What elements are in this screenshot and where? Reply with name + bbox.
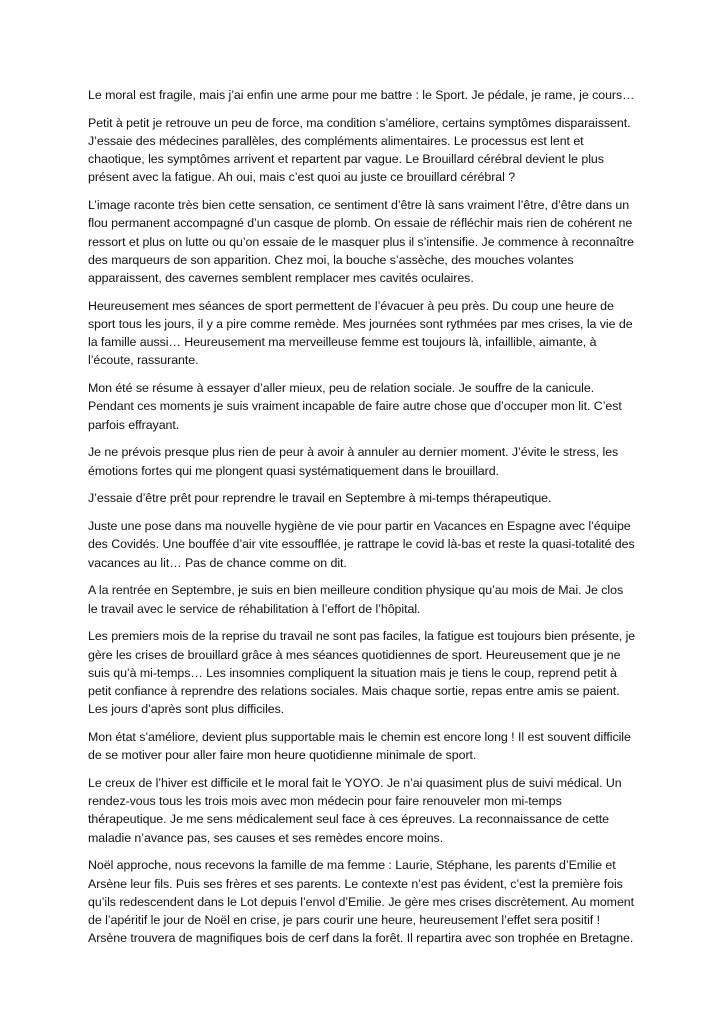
paragraph-3: L’image raconte très bien cette sensation, ce sentiment d’être là sans vraiment l’être, d’être dans un flou permanent accompagné d’un casque de plomb. On essaie de réfléchir mais rien de cohérent ne ressort et plus on lutte ou qu’on essaie de le masquer plus il s’intensifie. Je commence à reconnaître des marqueurs de son apparition. Chez moi, la bouche s’assèche, des mouches volantes apparaissent, des cavernes semblent remplacer mes cavités oculaires. — [88, 198, 634, 286]
paragraph-13: Noël approche, nous recevons la famille de ma femme : Laurie, Stéphane, les parents d’Emilie et Arsène leur fils. Puis ses frères et ses parents. Le contexte n’est pas évident, c’est la première fois qu’ils redescendent dans le Lot depuis l’envol d’Emilie. Je gère mes crises discrètement. Au moment de l’apéritif le jour de Noël en crise, je pars courir une heure, heureusement l’effet sera positif ! Arsène trouvera de magnifiques bois de cerf dans la forêt. Il repartira avec son trophée en Bretagne. — [88, 858, 635, 946]
paragraph-2: Petit à petit je retrouve un peu de force, ma condition s’améliore, certains symptômes disparaissent. J’essaie des médecines parallèles, des compléments alimentaires. Le processus est lent et chaotique, les symptômes arrivent et repartent par vague. Le Brouillard cérébral devient le plus présent avec la fatigue. Ah oui, mais c’est quoi au juste ce brouillard cérébral ? — [88, 115, 631, 185]
paragraph-7: J’essaie d’être prêt pour reprendre le travail en Septembre à mi-temps thérapeutique. — [88, 491, 552, 506]
paragraph-11: Mon état s’améliore, devient plus supportable mais le chemin est encore long ! Il est souvent difficile de se motiver pour aller faire mon heure quotidienne minimale de sport. — [88, 730, 631, 763]
paragraph-10: Les premiers mois de la reprise du travail ne sont pas faciles, la fatigue est toujours bien présente, je gère les crises de brouillard grâce à mes séances quotidiennes de sport. Heureusement que je ne suis qu’à mi-temps… Les insomnies compliquent la situation mais je tiens le coup, reprend petit à petit confiance à reprendre des relations sociales. Mais chaque sortie, repas entre amis se paient. Les jours d’après sont plus difficiles. — [88, 629, 636, 717]
paragraph-8: Juste une pose dans ma nouvelle hygiène de vie pour partir en Vacances en Espagne avec l’équipe des Covidés. Une bouffée d’air vite essoufflée, je rattrape le covid là-bas et reste la quasi-totalité des vacances au lit… Pas de chance comme on dit. — [88, 519, 635, 570]
paragraph-9: A la rentrée en Septembre, je suis en bien meilleure condition physique qu’au mois de Mai. Je clos le travail avec le service de réhabilitation à l’effort de l’hôpital. — [88, 583, 624, 616]
paragraph-5: Mon été se résume à essayer d’aller mieux, peu de relation sociale. Je souffre de la canicule. Pendant ces moments je suis vraiment incapable de faire autre chose que d’occuper mon lit. C’est parfois effrayant. — [88, 381, 622, 432]
paragraph-1: Le moral est fragile, mais j’ai enfin une arme pour me battre : le Sport. Je pédale, je rame, je cours… — [88, 88, 635, 102]
paragraph-6: Je ne prévois presque plus rien de peur à avoir à annuler au dernier moment. J’évite le stress, les émotions fortes qui me plongent quasi systématiquement dans le brouillard. — [88, 445, 619, 478]
paragraph-4: Heureusement mes séances de sport permettent de l’évacuer à peu près. Du coup une heure de sport tous les jours, il y a pire comme remède. Mes journées sont rythmées par mes crises, la vie de la famille aussi… Heureusement ma merveilleuse femme est toujours là, infaillible, aimante, à l’écoute, rassurante. — [88, 298, 633, 368]
paragraph-12: Le creux de l’hiver est difficile et le moral fait le YOYO. Je n’ai quasiment plus de suivi médical. Un rendez-vous tous les trois mois avec mon médecin pour faire renouveler mon mi-temps thérapeutique. Je me sens médicalement seul face à ces épreuves. La reconnaissance de cette maladie n’avance pas, ses causes et ses remèdes encore moins. — [88, 776, 622, 845]
